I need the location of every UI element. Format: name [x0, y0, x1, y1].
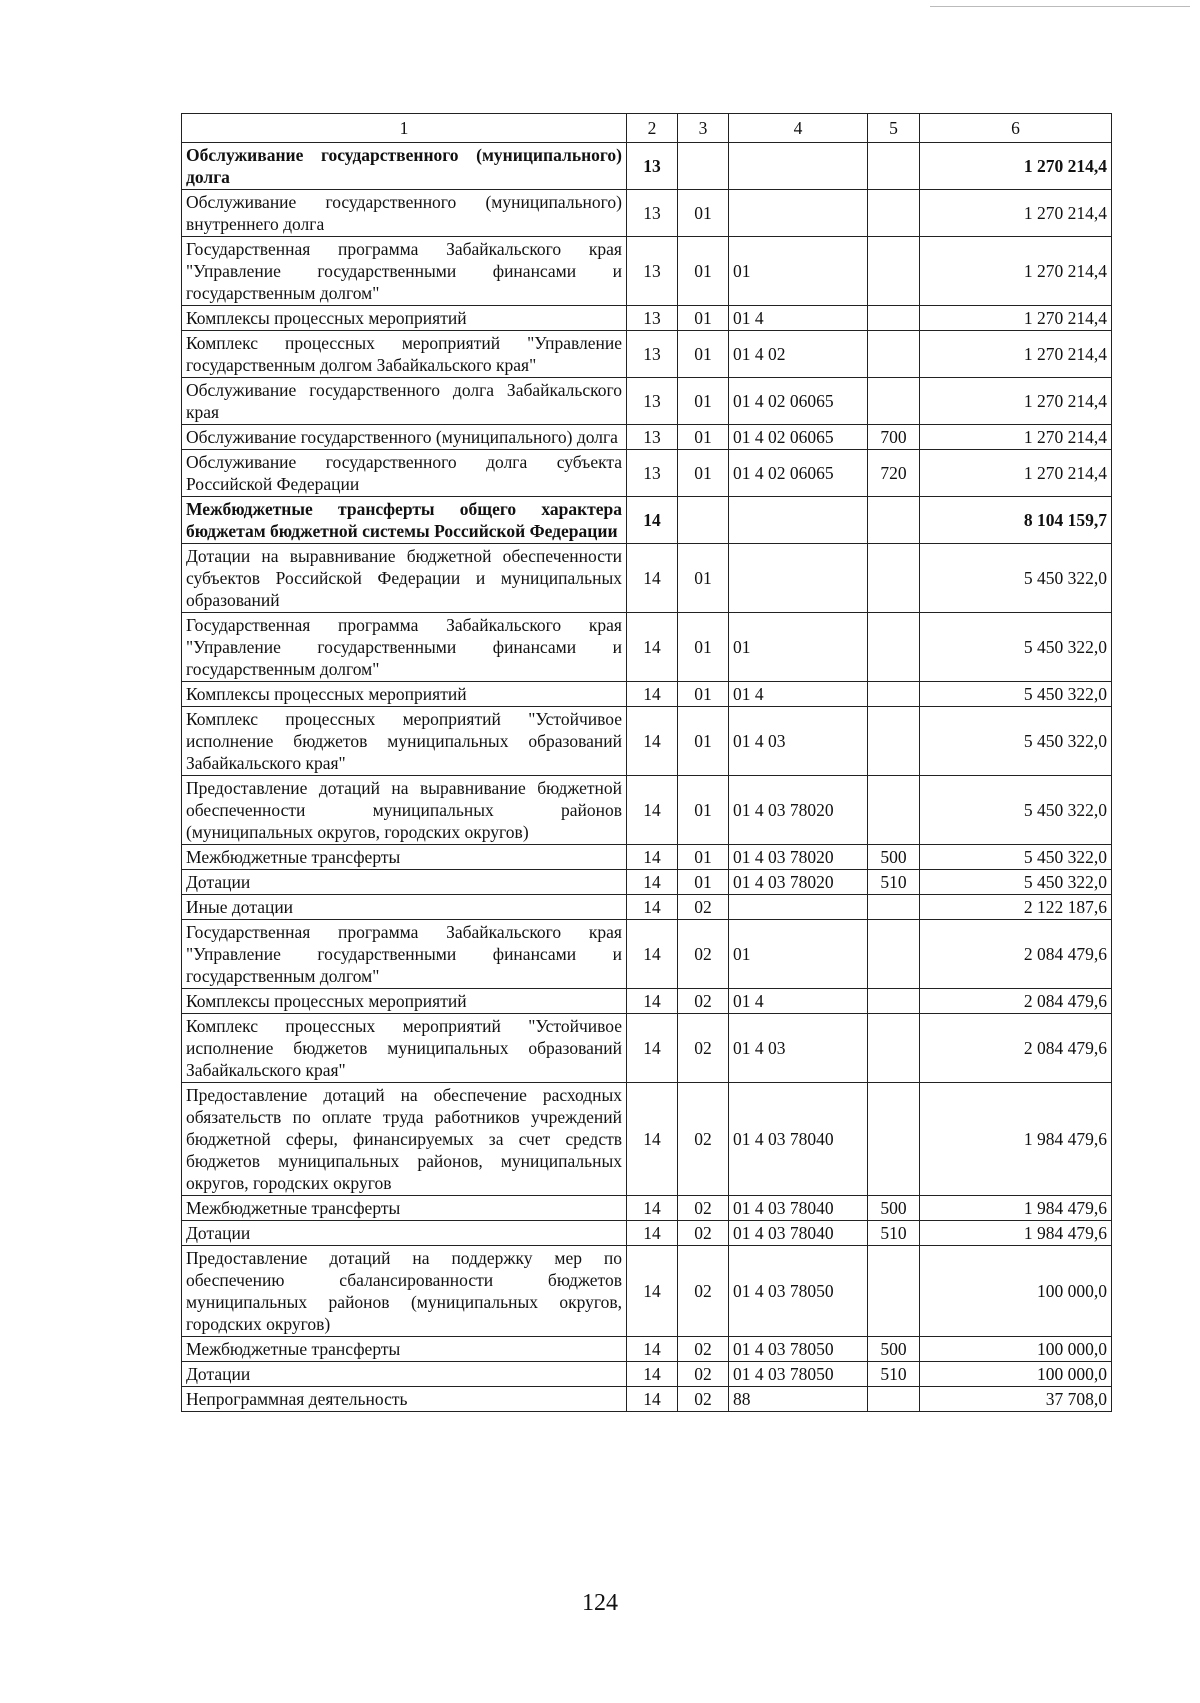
row-amount: 100 000,0	[920, 1246, 1112, 1337]
row-section: 13	[627, 425, 678, 450]
table-row	[182, 1014, 1112, 1083]
row-subsection: 02	[678, 1083, 729, 1196]
row-amount: 1 270 214,4	[920, 378, 1112, 425]
row-expense-type	[868, 378, 920, 425]
table-row	[182, 450, 1112, 497]
row-target-code: 01 4 03	[729, 1014, 868, 1083]
row-target-code: 01	[729, 920, 868, 989]
header-col-1: 1	[182, 114, 627, 143]
row-target-code: 01 4 03 78040	[729, 1221, 868, 1246]
row-name: Предоставление дотаций на обеспечение расходных обязательств по оплате труда работников учреждений бюджетной сферы, финансируемых за счет средств бюджетов муниципальных районов, муниципальных округов, городских округов	[182, 1083, 627, 1196]
row-amount: 1 270 214,4	[920, 190, 1112, 237]
row-target-code: 01 4 03 78040	[729, 1196, 868, 1221]
table-header	[182, 114, 1112, 143]
row-subsection: 01	[678, 306, 729, 331]
table-row	[182, 1337, 1112, 1362]
row-target-code: 01 4	[729, 682, 868, 707]
row-section: 14	[627, 1246, 678, 1337]
row-name: Комплекс процессных мероприятий "Устойчивое исполнение бюджетов муниципальных образований Забайкальского края"	[182, 1014, 627, 1083]
row-amount: 5 450 322,0	[920, 544, 1112, 613]
row-expense-type	[868, 776, 920, 845]
row-expense-type	[868, 306, 920, 331]
row-section: 14	[627, 920, 678, 989]
row-name: Обслуживание государственного (муниципального) долга	[182, 143, 627, 190]
row-subsection: 01	[678, 378, 729, 425]
row-section: 14	[627, 1014, 678, 1083]
row-section: 14	[627, 1221, 678, 1246]
row-target-code: 01 4	[729, 989, 868, 1014]
row-name: Обслуживание государственного (муниципального) долга	[182, 425, 627, 450]
table-row	[182, 776, 1112, 845]
row-amount: 5 450 322,0	[920, 776, 1112, 845]
header-col-6: 6	[920, 114, 1112, 143]
row-target-code	[729, 895, 868, 920]
row-name: Межбюджетные трансферты	[182, 845, 627, 870]
row-section: 13	[627, 378, 678, 425]
row-expense-type: 510	[868, 870, 920, 895]
row-section: 14	[627, 776, 678, 845]
row-section: 14	[627, 1387, 678, 1412]
row-name: Комплексы процессных мероприятий	[182, 989, 627, 1014]
row-target-code: 01 4 03 78020	[729, 776, 868, 845]
row-section: 14	[627, 870, 678, 895]
row-amount: 1 270 214,4	[920, 450, 1112, 497]
row-name: Комплексы процессных мероприятий	[182, 682, 627, 707]
row-target-code	[729, 544, 868, 613]
row-amount: 1 984 479,6	[920, 1221, 1112, 1246]
row-subsection: 02	[678, 1362, 729, 1387]
table-row	[182, 1196, 1112, 1221]
row-amount: 1 270 214,4	[920, 237, 1112, 306]
row-amount: 5 450 322,0	[920, 682, 1112, 707]
row-name: Комплексы процессных мероприятий	[182, 306, 627, 331]
row-target-code: 01 4 03 78050	[729, 1362, 868, 1387]
table-row	[182, 331, 1112, 378]
row-amount: 1 270 214,4	[920, 143, 1112, 190]
row-section: 14	[627, 989, 678, 1014]
row-expense-type: 510	[868, 1362, 920, 1387]
table-row	[182, 1083, 1112, 1196]
row-expense-type: 510	[868, 1221, 920, 1246]
row-section: 14	[627, 497, 678, 544]
row-target-code: 01 4 02 06065	[729, 425, 868, 450]
row-subsection: 01	[678, 845, 729, 870]
row-target-code: 01 4 03 78050	[729, 1246, 868, 1337]
header-col-5: 5	[868, 114, 920, 143]
row-subsection: 01	[678, 544, 729, 613]
row-target-code: 01 4	[729, 306, 868, 331]
row-name: Межбюджетные трансферты	[182, 1196, 627, 1221]
row-amount: 100 000,0	[920, 1337, 1112, 1362]
row-name: Дотации	[182, 1221, 627, 1246]
row-expense-type	[868, 989, 920, 1014]
table-row	[182, 870, 1112, 895]
row-name: Иные дотации	[182, 895, 627, 920]
row-subsection: 01	[678, 425, 729, 450]
table-row	[182, 425, 1112, 450]
row-name: Дотации на выравнивание бюджетной обеспеченности субъектов Российской Федерации и муниципальных образований	[182, 544, 627, 613]
row-subsection: 01	[678, 237, 729, 306]
table-body	[182, 143, 1112, 1412]
row-expense-type: 500	[868, 1196, 920, 1221]
row-target-code: 88	[729, 1387, 868, 1412]
row-target-code: 01 4 02 06065	[729, 378, 868, 425]
row-name: Комплекс процессных мероприятий "Устойчивое исполнение бюджетов муниципальных образований Забайкальского края"	[182, 707, 627, 776]
row-expense-type	[868, 920, 920, 989]
row-section: 13	[627, 190, 678, 237]
row-amount: 8 104 159,7	[920, 497, 1112, 544]
row-section: 13	[627, 237, 678, 306]
row-amount: 5 450 322,0	[920, 845, 1112, 870]
table-row	[182, 895, 1112, 920]
row-name: Дотации	[182, 1362, 627, 1387]
row-expense-type	[868, 497, 920, 544]
table-row	[182, 237, 1112, 306]
row-expense-type: 500	[868, 1337, 920, 1362]
row-subsection: 01	[678, 613, 729, 682]
row-section: 13	[627, 306, 678, 331]
row-subsection: 02	[678, 1196, 729, 1221]
budget-table	[181, 113, 1112, 1412]
table-row	[182, 1246, 1112, 1337]
row-expense-type	[868, 190, 920, 237]
row-subsection: 02	[678, 1337, 729, 1362]
row-expense-type: 500	[868, 845, 920, 870]
row-subsection: 01	[678, 450, 729, 497]
row-expense-type: 720	[868, 450, 920, 497]
row-subsection: 01	[678, 776, 729, 845]
row-expense-type	[868, 1014, 920, 1083]
row-section: 13	[627, 450, 678, 497]
table-row	[182, 682, 1112, 707]
row-section: 14	[627, 1362, 678, 1387]
row-name: Государственная программа Забайкальского края "Управление государственными финансами и государственным долгом"	[182, 920, 627, 989]
row-subsection: 01	[678, 870, 729, 895]
table-row	[182, 378, 1112, 425]
row-subsection: 02	[678, 920, 729, 989]
row-expense-type	[868, 544, 920, 613]
row-subsection: 01	[678, 682, 729, 707]
row-amount: 2 122 187,6	[920, 895, 1112, 920]
row-name: Обслуживание государственного (муниципального) внутреннего долга	[182, 190, 627, 237]
row-section: 14	[627, 707, 678, 776]
row-amount: 1 270 214,4	[920, 425, 1112, 450]
table-row	[182, 143, 1112, 190]
row-expense-type: 700	[868, 425, 920, 450]
row-expense-type	[868, 1246, 920, 1337]
row-expense-type	[868, 613, 920, 682]
table-row	[182, 1362, 1112, 1387]
row-amount: 5 450 322,0	[920, 707, 1112, 776]
row-section: 14	[627, 845, 678, 870]
row-amount: 2 084 479,6	[920, 989, 1112, 1014]
table-row	[182, 707, 1112, 776]
row-name: Предоставление дотаций на поддержку мер по обеспечению сбалансированности бюджетов муниципальных районов (муниципальных округов, городских округов)	[182, 1246, 627, 1337]
table-row	[182, 544, 1112, 613]
row-target-code: 01	[729, 237, 868, 306]
row-subsection: 01	[678, 707, 729, 776]
row-target-code: 01 4 02 06065	[729, 450, 868, 497]
table-row	[182, 190, 1112, 237]
row-name: Обслуживание государственного долга Забайкальского края	[182, 378, 627, 425]
row-section: 14	[627, 1337, 678, 1362]
row-subsection: 02	[678, 989, 729, 1014]
row-expense-type	[868, 895, 920, 920]
row-target-code: 01 4 03	[729, 707, 868, 776]
row-subsection	[678, 497, 729, 544]
row-subsection: 02	[678, 895, 729, 920]
row-expense-type	[868, 331, 920, 378]
row-subsection: 01	[678, 331, 729, 378]
row-expense-type	[868, 682, 920, 707]
row-name: Государственная программа Забайкальского края "Управление государственными финансами и государственным долгом"	[182, 237, 627, 306]
row-subsection: 02	[678, 1221, 729, 1246]
row-target-code: 01 4 02	[729, 331, 868, 378]
row-target-code: 01	[729, 613, 868, 682]
row-expense-type	[868, 707, 920, 776]
row-subsection: 02	[678, 1014, 729, 1083]
table-row	[182, 497, 1112, 544]
row-name: Межбюджетные трансферты общего характера бюджетам бюджетной системы Российской Федерации	[182, 497, 627, 544]
row-amount: 1 270 214,4	[920, 331, 1112, 378]
row-amount: 1 270 214,4	[920, 306, 1112, 331]
header-row	[182, 114, 1112, 143]
row-name: Межбюджетные трансферты	[182, 1337, 627, 1362]
row-amount: 1 984 479,6	[920, 1196, 1112, 1221]
row-section: 14	[627, 613, 678, 682]
row-section: 14	[627, 544, 678, 613]
row-section: 13	[627, 143, 678, 190]
row-amount: 2 084 479,6	[920, 1014, 1112, 1083]
row-name: Непрограммная деятельность	[182, 1387, 627, 1412]
row-target-code	[729, 497, 868, 544]
row-expense-type	[868, 143, 920, 190]
row-subsection: 01	[678, 190, 729, 237]
row-subsection	[678, 143, 729, 190]
row-name: Государственная программа Забайкальского края "Управление государственными финансами и государственным долгом"	[182, 613, 627, 682]
row-target-code	[729, 143, 868, 190]
row-section: 14	[627, 1083, 678, 1196]
row-subsection: 02	[678, 1387, 729, 1412]
table-row	[182, 920, 1112, 989]
row-expense-type	[868, 1083, 920, 1196]
row-section: 14	[627, 682, 678, 707]
row-amount: 100 000,0	[920, 1362, 1112, 1387]
row-section: 14	[627, 895, 678, 920]
row-subsection: 02	[678, 1246, 729, 1337]
row-amount: 37 708,0	[920, 1387, 1112, 1412]
row-expense-type	[868, 1387, 920, 1412]
table-row	[182, 613, 1112, 682]
table-row	[182, 1221, 1112, 1246]
row-amount: 5 450 322,0	[920, 613, 1112, 682]
row-name: Предоставление дотаций на выравнивание бюджетной обеспеченности муниципальных районов (муниципальных округов, городских округов)	[182, 776, 627, 845]
scan-edge-line	[930, 6, 1190, 7]
table-row	[182, 989, 1112, 1014]
row-target-code: 01 4 03 78050	[729, 1337, 868, 1362]
header-col-4: 4	[729, 114, 868, 143]
row-section: 13	[627, 331, 678, 378]
table-row	[182, 1387, 1112, 1412]
header-col-3: 3	[678, 114, 729, 143]
row-amount: 1 984 479,6	[920, 1083, 1112, 1196]
row-amount: 5 450 322,0	[920, 870, 1112, 895]
row-name: Дотации	[182, 870, 627, 895]
row-section: 14	[627, 1196, 678, 1221]
row-amount: 2 084 479,6	[920, 920, 1112, 989]
row-name: Комплекс процессных мероприятий "Управление государственным долгом Забайкальского края"	[182, 331, 627, 378]
row-name: Обслуживание государственного долга субъекта Российской Федерации	[182, 450, 627, 497]
row-expense-type	[868, 237, 920, 306]
row-target-code	[729, 190, 868, 237]
row-target-code: 01 4 03 78040	[729, 1083, 868, 1196]
table-row	[182, 306, 1112, 331]
row-target-code: 01 4 03 78020	[729, 845, 868, 870]
row-target-code: 01 4 03 78020	[729, 870, 868, 895]
page-number: 124	[582, 1590, 618, 1616]
header-col-2: 2	[627, 114, 678, 143]
table-row	[182, 845, 1112, 870]
